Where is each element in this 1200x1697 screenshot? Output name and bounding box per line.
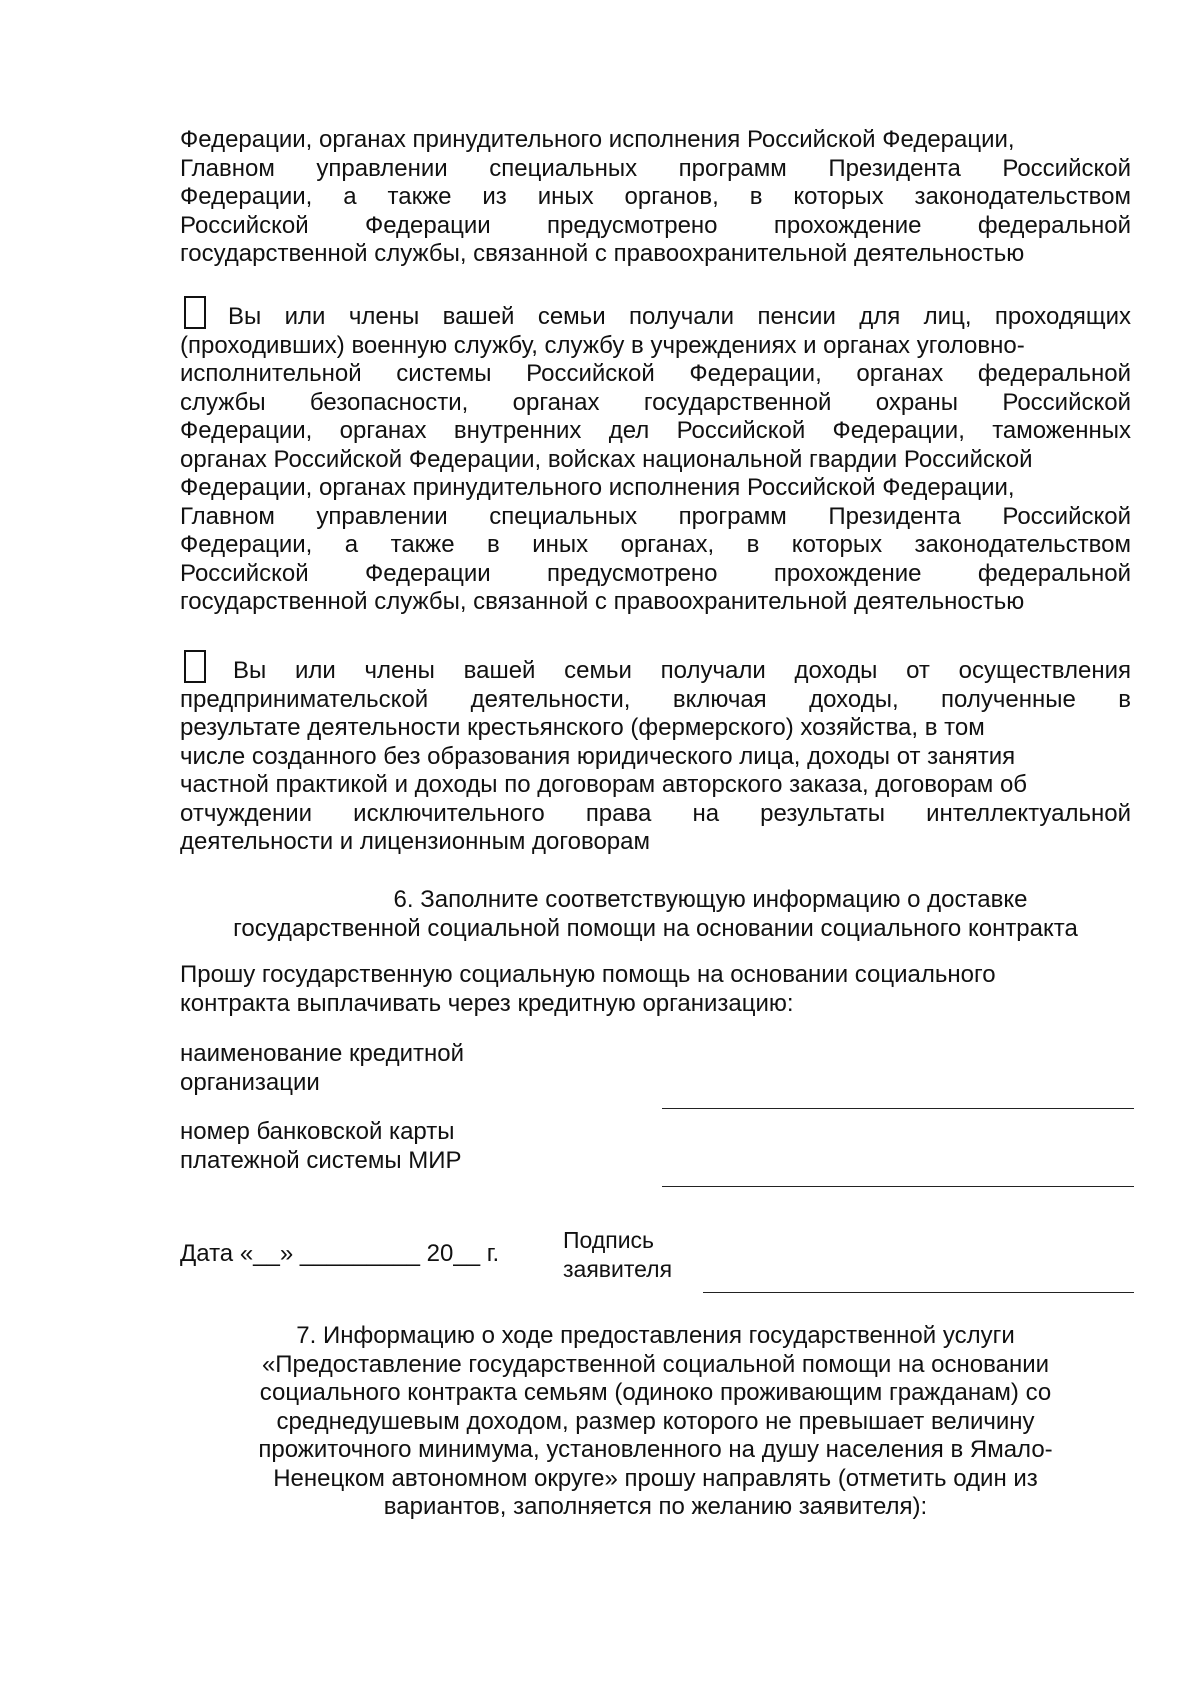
- option-business-line: результате деятельности крестьянского (фермерского) хозяйства, в том: [180, 714, 985, 741]
- date-label: Дата «__» _________ 20__ г.: [180, 1240, 500, 1267]
- section6-heading: [180, 886, 1131, 943]
- card-number-underline: [662, 1186, 1134, 1187]
- signature-underline: [703, 1292, 1134, 1293]
- card-number-label-line: номер банковской карты: [180, 1118, 455, 1145]
- paragraph-top-line: Главном управлении специальных программ Президента Российской: [180, 154, 1131, 182]
- signature-input[interactable]: [703, 1256, 1134, 1292]
- option-pension-line: исполнительной системы Российской Федерации, органах федеральной: [180, 360, 1131, 387]
- option-pension-line: Федерации, органах принудительного исполнения Российской Федерации,: [180, 474, 1015, 501]
- section6-heading-line: государственной социальной помощи на основании социального контракта: [233, 914, 1078, 942]
- signature-label-line: Подпись: [563, 1227, 655, 1253]
- option-pension-line: государственной службы, связанной с правоохранительной деятельностью: [180, 588, 1025, 615]
- option-business-line: деятельности и лицензионным договорам: [180, 828, 650, 855]
- option-pension-line: (проходивших) военную службу, службу в учреждениях и органах уголовно-: [180, 331, 1025, 359]
- option-business-line: предпринимательской деятельности, включая доходы, полученные в: [180, 685, 1131, 713]
- paragraph-top: [180, 126, 1131, 269]
- paragraph-top-line: Федерации, органах принудительного исполнения Российской Федерации,: [180, 126, 1015, 153]
- section7-line: среднедушевым доходом, размер которого не превышает величину: [276, 1407, 1035, 1435]
- option-pension-line: Вы или члены вашей семьи получали пенсии для лиц, проходящих: [228, 303, 1131, 330]
- section7-line: социального контракта семьям (одиноко проживающим гражданам) со: [259, 1379, 1052, 1406]
- bank-name-input[interactable]: [662, 1072, 1134, 1108]
- signature-label-line: заявителя: [563, 1255, 673, 1282]
- option-business-line: отчуждении исключительного права на результаты интеллектуальной: [180, 799, 1131, 827]
- card-number-label-line: платежной системы МИР: [180, 1146, 462, 1174]
- section7-line: прожиточного минимума, установленного на душу населения в Ямало-: [258, 1436, 1053, 1463]
- option-pension-line: Федерации, органах внутренних дел Российской Федерации, таможенных: [180, 417, 1131, 444]
- bank-name-label-line: организации: [180, 1068, 320, 1096]
- section7-line: «Предоставление государственной социальной помощи на основании: [261, 1350, 1050, 1378]
- bank-name-label: [180, 1040, 600, 1097]
- option-business-text: [180, 657, 1131, 857]
- signature-label: [563, 1226, 723, 1283]
- bank-name-label-line: наименование кредитной: [180, 1040, 465, 1067]
- card-number-input[interactable]: [662, 1150, 1134, 1186]
- paragraph-top-line: Российской Федерации предусмотрено прохождение федеральной: [180, 211, 1131, 239]
- section7-line: 7. Информацию о ходе предоставления государственной услуги: [296, 1322, 1015, 1349]
- option-pension-line: Российской Федерации предусмотрено прохождение федеральной: [180, 559, 1131, 587]
- option-pension-text: [180, 303, 1131, 617]
- option-pension-line: Главном управлении специальных программ Президента Российской: [180, 502, 1131, 530]
- paragraph-top-line: государственной службы, связанной с правоохранительной деятельностью: [180, 240, 1025, 267]
- option-business-line: частной практикой и доходы по договорам авторского заказа, договорам об: [180, 771, 1028, 798]
- option-pension-line: службы безопасности, органах государственной охраны Российской: [180, 388, 1131, 416]
- section7-line: Ненецком автономном округе» прошу направлять (отметить один из: [273, 1464, 1038, 1492]
- section7-line: вариантов, заполняется по желанию заявителя):: [383, 1493, 928, 1520]
- section6-request: [180, 961, 1131, 1018]
- paragraph-top-line: Федерации, а также из иных органов, в которых законодательством: [180, 183, 1131, 210]
- section7-text: [180, 1322, 1131, 1522]
- option-pension-line: Федерации, а также в иных органах, в которых законодательством: [180, 531, 1131, 558]
- card-number-label: [180, 1118, 600, 1175]
- option-business-line: Вы или члены вашей семьи получали доходы от осуществления: [233, 657, 1131, 684]
- bank-name-underline: [662, 1108, 1134, 1109]
- section6-request-line: контракта выплачивать через кредитную организацию:: [180, 989, 794, 1017]
- option-pension-line: органах Российской Федерации, войсках национальной гвардии Российской: [180, 445, 1033, 473]
- date-field[interactable]: [180, 1240, 540, 1269]
- option-business-line: числе созданного без образования юридического лица, доходы от занятия: [180, 742, 1016, 770]
- section6-request-line: Прошу государственную социальную помощь на основании социального: [180, 961, 996, 988]
- section6-heading-line: 6. Заполните соответствующую информацию о доставке: [393, 886, 1028, 913]
